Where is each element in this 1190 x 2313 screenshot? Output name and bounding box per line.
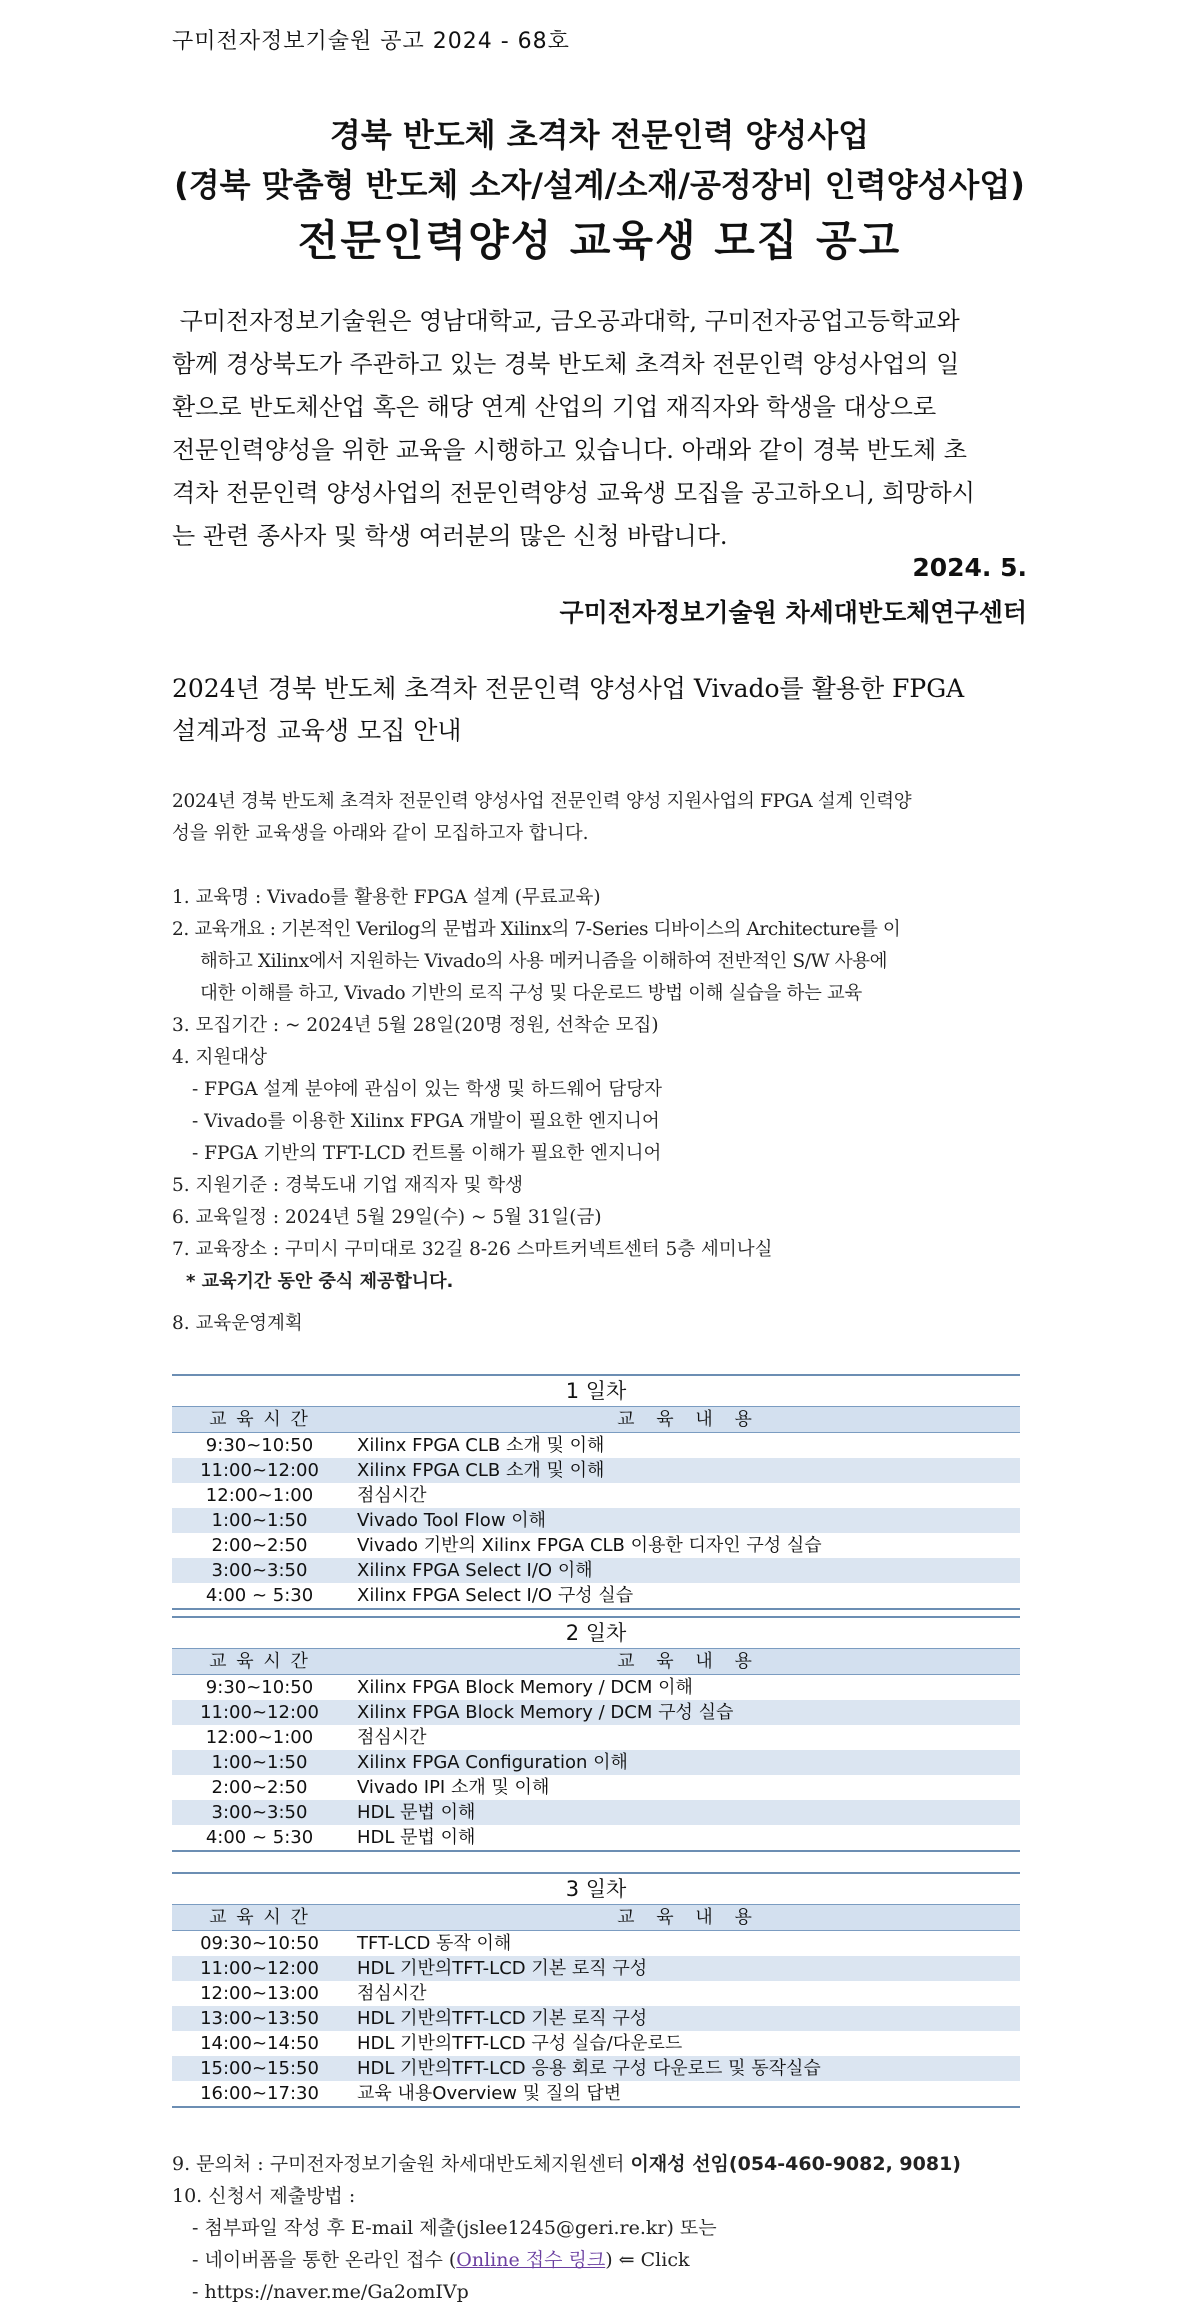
table-row: [172, 1483, 1020, 1508]
time-cell: 9:30~10:50: [205, 1435, 314, 1456]
col-header-content: 교 육 내 용: [347, 1649, 1020, 1675]
time-cell: 1:00~1:50: [172, 1750, 347, 1775]
purpose-line: 성을 위한 교육생을 아래와 같이 모집하고자 합니다.: [172, 823, 589, 844]
item-target: 4. 지원대상: [172, 1047, 268, 1068]
lunch-note: * 교육기간 동안 중식 제공합니다.: [186, 1271, 454, 1292]
item-contact: [172, 2148, 1027, 2180]
schedule-day-3: [172, 1872, 1020, 2108]
section-subtitle: [172, 668, 1027, 752]
contact-section: [172, 2148, 1027, 2308]
table-row: [172, 1458, 1020, 1483]
subtitle-line: 2024년 경북 반도체 초격차 전문인력 양성사업 Vivado를 활용한 FPGA: [172, 674, 965, 703]
time-cell: 16:00~17:30: [172, 2081, 347, 2107]
content-cell: 점심시간: [357, 1485, 427, 1506]
time-cell: 1:00~1:50: [172, 1508, 347, 1533]
table-row: [172, 2006, 1020, 2031]
issuing-organization: 구미전자정보기술원 차세대반도체연구센터: [559, 598, 1027, 627]
content-cell: HDL 문법 이해: [347, 1825, 1020, 1851]
table-row: [172, 1956, 1020, 1981]
submission-online: [172, 2244, 1027, 2276]
content-cell: HDL 기반의TFT-LCD 응용 회로 구성 다운로드 및 동작실습: [347, 2056, 1020, 2081]
time-cell: 12:00~1:00: [205, 1727, 314, 1748]
contact-label: 9. 문의처 : 구미전자정보기술원 차세대반도체지원센터: [172, 2153, 631, 2175]
intro-line: 구미전자정보기술원은 영남대학교, 금오공과대학, 구미전자공업고등학교와: [172, 307, 960, 335]
time-cell: 15:00~15:50: [172, 2056, 347, 2081]
time-cell: 3:00~3:50: [172, 1800, 347, 1825]
content-cell: Vivado Tool Flow 이해: [347, 1508, 1020, 1533]
time-cell: 14:00~14:50: [200, 2033, 319, 2054]
table-row: [172, 1508, 1020, 1533]
subtitle-line: 설계과정 교육생 모집 안내: [172, 716, 462, 745]
item-submission: 10. 신청서 제출방법 :: [172, 2185, 356, 2207]
intro-line: 는 관련 종사자 및 학생 여러분의 많은 신청 바랍니다.: [172, 522, 728, 550]
content-cell: Xilinx FPGA Select I/O 이해: [347, 1558, 1020, 1583]
time-cell: 12:00~13:00: [200, 1983, 319, 2004]
time-cell: 11:00~12:00: [172, 1458, 347, 1483]
col-header-content: 교 육 내 용: [347, 1407, 1020, 1433]
col-header-time: 교 육 시 간: [172, 1905, 347, 1931]
item-overview-cont: 해하고 Xilinx에서 지원하는 Vivado의 사용 메커니즘을 이해하여 전반적인 S/W 사용에: [200, 951, 888, 972]
time-cell: 11:00~12:00: [172, 1700, 347, 1725]
time-cell: 09:30~10:50: [200, 1933, 319, 1954]
time-cell: 13:00~13:50: [172, 2006, 347, 2031]
schedule-day-2: [172, 1616, 1020, 1852]
online-suffix: ) ⇐ Click: [605, 2249, 690, 2271]
content-cell: 교육 내용Overview 및 질의 답변: [347, 2081, 1020, 2107]
table-row: [172, 1583, 1020, 1609]
purpose-line: 2024년 경북 반도체 초격차 전문인력 양성사업 전문인력 양성 지원사업의 FPGA 설계 인력양: [172, 791, 912, 812]
content-cell: Xilinx FPGA Select I/O 구성 실습: [347, 1583, 1020, 1609]
target-bullet: - Vivado를 이용한 Xilinx FPGA 개발이 필요한 엔지니어: [192, 1111, 660, 1132]
content-cell: Xilinx FPGA CLB 소개 및 이해: [357, 1435, 605, 1456]
page-title: 전문인력양성 교육생 모집 공고: [297, 216, 902, 265]
table-row: [172, 1725, 1020, 1750]
intro-line: 함께 경상북도가 주관하고 있는 경북 반도체 초격차 전문인력 양성사업의 일: [172, 350, 960, 378]
day-label: 2 일차: [172, 1617, 1020, 1649]
naver-form-url[interactable]: - https://naver.me/Ga2omIVp: [192, 2281, 469, 2303]
col-header-content: 교 육 내 용: [347, 1905, 1020, 1931]
contact-person: 이재성 선임(054-460-9082, 9081): [630, 2153, 961, 2175]
table-row: [172, 1750, 1020, 1775]
time-cell: 3:00~3:50: [172, 1558, 347, 1583]
table-row: [172, 1433, 1020, 1459]
table-row: [172, 2056, 1020, 2081]
title-line-1: 경북 반도체 초격차 전문인력 양성사업: [329, 116, 870, 154]
time-cell: 4:00 ~ 5:30: [172, 1583, 347, 1609]
content-cell: HDL 기반의TFT-LCD 구성 실습/다운로드: [357, 2033, 683, 2054]
item-overview: 2. 교육개요 : 기본적인 Verilog의 문법과 Xilinx의 7-Series 디바이스의 Architecture를 이: [172, 919, 901, 940]
item-location: 7. 교육장소 : 구미시 구미대로 32길 8-26 스마트커넥트센터 5층 세미나실: [172, 1239, 773, 1260]
intro-line: 환으로 반도체산업 혹은 해당 연계 산업의 기업 재직자와 학생을 대상으로: [172, 393, 937, 421]
day-label: 1 일차: [172, 1375, 1020, 1407]
col-header-time: 교 육 시 간: [172, 1407, 347, 1433]
content-cell: Xilinx FPGA Configuration 이해: [347, 1750, 1020, 1775]
content-cell: 점심시간: [357, 1727, 427, 1748]
content-cell: 점심시간: [357, 1983, 427, 2004]
item-overview-cont: 대한 이해를 하고, Vivado 기반의 로직 구성 및 다운로드 방법 이해 실습을 하는 교육: [200, 983, 862, 1004]
table-row: [172, 1558, 1020, 1583]
content-cell: HDL 문법 이해: [347, 1800, 1020, 1825]
intro-line: 격차 전문인력 양성사업의 전문인력양성 교육생 모집을 공고하오니, 희망하시: [172, 479, 975, 507]
table-row: [172, 2031, 1020, 2056]
content-cell: Xilinx FPGA CLB 소개 및 이해: [347, 1458, 1020, 1483]
table-row: [172, 1533, 1020, 1558]
purpose-paragraph: [172, 786, 1027, 850]
content-cell: Vivado 기반의 Xilinx FPGA CLB 이용한 디자인 구성 실습: [357, 1535, 822, 1556]
online-apply-link[interactable]: Online 접수 링크: [456, 2249, 606, 2271]
time-cell: 9:30~10:50: [205, 1677, 314, 1698]
time-cell: 11:00~12:00: [172, 1956, 347, 1981]
content-cell: HDL 기반의TFT-LCD 기본 로직 구성: [347, 2006, 1020, 2031]
content-cell: Xilinx FPGA Block Memory / DCM 구성 실습: [347, 1700, 1020, 1725]
target-bullet: - FPGA 기반의 TFT-LCD 컨트롤 이해가 필요한 엔지니어: [192, 1143, 662, 1164]
submission-email: - 첨부파일 작성 후 E-mail 제출(jslee1245@geri.re.kr) 또는: [192, 2217, 717, 2239]
table-row: [172, 2081, 1020, 2107]
intro-paragraph: [172, 300, 1027, 558]
intro-line: 전문인력양성을 위한 교육을 시행하고 있습니다. 아래와 같이 경북 반도체 초: [172, 436, 967, 464]
table-row: [172, 1675, 1020, 1701]
table-row: [172, 1981, 1020, 2006]
time-cell: 2:00~2:50: [211, 1777, 308, 1798]
time-cell: 12:00~1:00: [205, 1485, 314, 1506]
notice-number: 구미전자정보기술원 공고 2024 - 68호: [172, 29, 570, 54]
table-row: [172, 1775, 1020, 1800]
notice-date: 2024. 5.: [912, 553, 1027, 582]
item-plan: 8. 교육운영계획: [172, 1313, 303, 1334]
content-cell: Vivado IPI 소개 및 이해: [357, 1777, 550, 1798]
item-criteria: 5. 지원기준 : 경북도내 기업 재직자 및 학생: [172, 1175, 523, 1196]
title-line-2: (경북 맞춤형 반도체 소자/설계/소재/공정장비 인력양성사업): [174, 166, 1025, 204]
day-label: 3 일차: [172, 1873, 1020, 1905]
online-prefix: - 네이버폼을 통한 온라인 접수 (: [192, 2249, 457, 2271]
target-bullet: - FPGA 설계 분야에 관심이 있는 학생 및 하드웨어 담당자: [192, 1079, 663, 1100]
info-list: [172, 882, 1027, 1340]
time-cell: 4:00 ~ 5:30: [172, 1825, 347, 1851]
table-row: [172, 1700, 1020, 1725]
item-course-name: 1. 교육명 : Vivado를 활용한 FPGA 설계 (무료교육): [172, 887, 601, 908]
content-cell: Xilinx FPGA Block Memory / DCM 이해: [357, 1677, 693, 1698]
item-period: 3. 모집기간 : ~ 2024년 5월 28일(20명 정원, 선착순 모집): [172, 1015, 659, 1036]
table-row: [172, 1800, 1020, 1825]
col-header-time: 교 육 시 간: [172, 1649, 347, 1675]
table-row: [172, 1825, 1020, 1851]
item-schedule: 6. 교육일정 : 2024년 5월 29일(수) ~ 5월 31일(금): [172, 1207, 602, 1228]
schedule-day-1: [172, 1374, 1020, 1610]
table-row: [172, 1931, 1020, 1957]
time-cell: 2:00~2:50: [211, 1535, 308, 1556]
content-cell: TFT-LCD 동작 이해: [357, 1933, 512, 1954]
content-cell: HDL 기반의TFT-LCD 기본 로직 구성: [347, 1956, 1020, 1981]
